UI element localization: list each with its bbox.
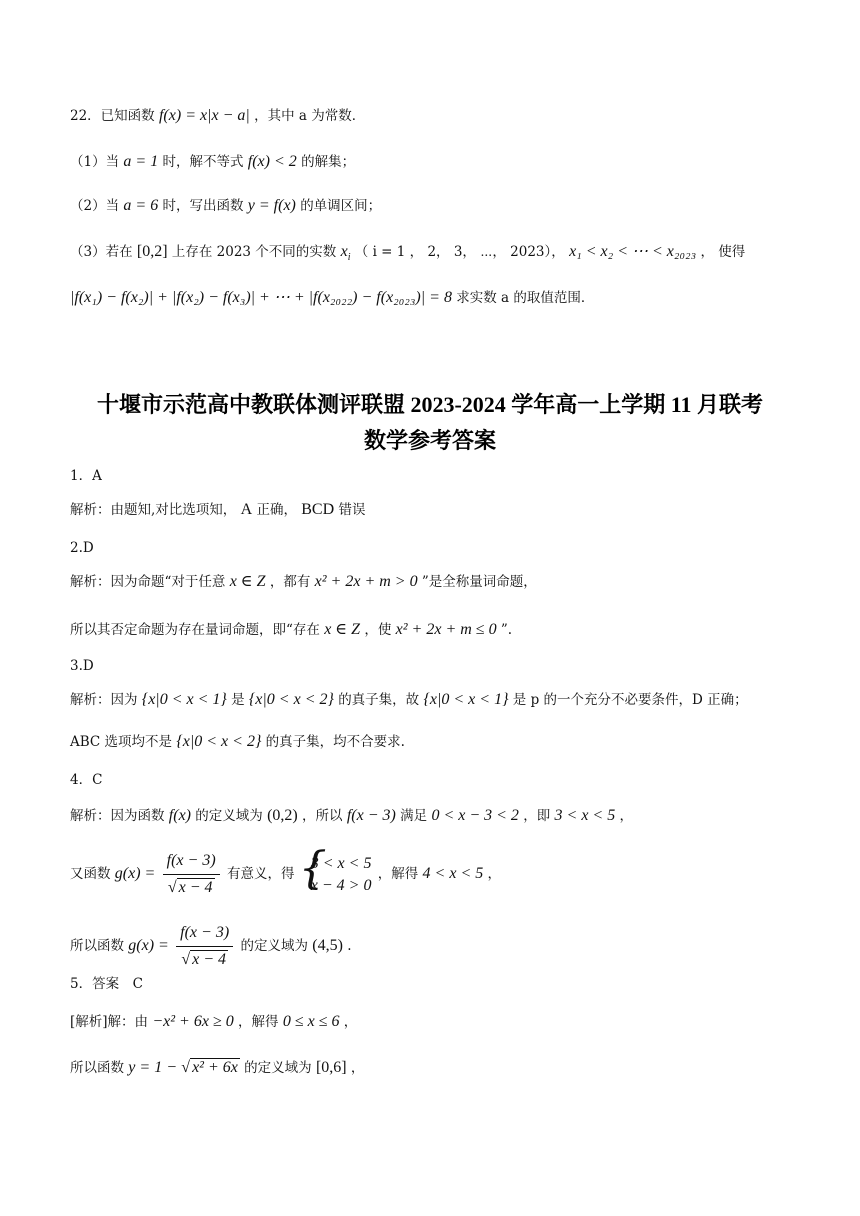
q22-p3-suffix: ， 使得	[700, 244, 746, 260]
a4-l3-sqrt-radicand: x − 4	[192, 951, 226, 968]
page-title: 十堰市示范高中教联体测评联盟 2023-2024 学年高一上学期 11 月联考	[96, 392, 764, 417]
answer-4-explanation-line1	[70, 806, 633, 826]
answer-3-explanation-line2	[70, 732, 405, 752]
a4-l1-cond1: 0 < x − 3 < 2	[431, 807, 519, 824]
a4-l3-domain: (4,5)	[312, 937, 343, 954]
a3-set1: {x|0 < x < 1}	[141, 691, 227, 708]
a3-l1-suffix: 是 p 的一个充分不必要条件，D 正确；	[512, 692, 748, 708]
a4-l3-fraction	[176, 922, 233, 971]
q22-p1-inequality: f(x) < 2	[247, 153, 297, 170]
answer-5-label: 5．答案 C	[70, 976, 143, 992]
a5-l1-suffix: ，	[343, 1014, 358, 1030]
q22-p3-prefix: （3）若在	[70, 244, 133, 260]
q22-p1-condition: a = 1	[123, 153, 159, 170]
q22-p1-mid: 时，解不等式	[162, 154, 244, 170]
q22-p3-variable-subscript: i	[347, 252, 351, 263]
a4-l1-fx: f(x)	[168, 807, 191, 824]
q22-p3-interval: [0,2]	[136, 243, 168, 260]
a3-set2: {x|0 < x < 2}	[248, 691, 334, 708]
a2-l2-math1: x ∈ Z	[324, 621, 361, 638]
q22-part3-line1	[70, 242, 745, 268]
a4-l2-mid2: ，解得	[377, 866, 419, 882]
a4-l2-prefix: 又函数	[70, 866, 111, 882]
a4-l1-fx3: f(x − 3)	[346, 807, 396, 824]
a5-l2-sqrt-radicand: x² + 6x	[192, 1059, 238, 1076]
a3-l1-prefix: 解析：因为	[70, 692, 138, 708]
a3-l2-suffix: 的真子集，均不合要求.	[265, 734, 405, 750]
a1-option-a: A	[240, 501, 253, 518]
a2-l1-suffix: ”是全称量词命题，	[421, 574, 537, 590]
q22-p1-suffix: 的解集；	[301, 154, 356, 170]
answer-5-explanation-line2	[70, 1058, 364, 1078]
q22-p2-mid: 时，写出函数	[162, 198, 244, 214]
a4-l3-prefix: 所以函数	[70, 938, 124, 954]
a1-prefix: 解析：由题知,对比选项知，	[70, 502, 237, 518]
a4-l2-system-row1: { 3 < x < 5	[310, 854, 372, 872]
q22-p3-sum-equation: |f(x₁) − f(x₂)| + |f(x₂) − f(x₃)| + ⋯ + |f(x₂₀₂₂) − f(x₂₀₂₃)| = 8	[70, 289, 452, 306]
q22-stem-prefix: 22．已知函数	[70, 108, 155, 124]
a4-l1-mid2: ，所以	[302, 808, 343, 824]
a4-l1-cond2: 3 < x < 5	[554, 807, 616, 824]
a4-l3-fraction-denominator: √ x − 4	[181, 951, 226, 968]
a4-l2-system	[301, 853, 372, 897]
a4-l1-mid4: ，即	[523, 808, 551, 824]
q22-stem	[70, 106, 365, 126]
a1-mid: 正确，	[256, 502, 297, 518]
q22-p3-variable: x	[340, 243, 348, 260]
a4-l2-result: 4 < x < 5	[422, 865, 484, 882]
answer-4-explanation-line2	[70, 850, 501, 899]
answer-1-explanation	[70, 500, 365, 520]
page-subtitle: 数学参考答案	[363, 428, 496, 453]
a3-l1-is: 是	[231, 692, 245, 708]
q22-function: f(x) = x|x − a|	[158, 107, 250, 124]
a2-l1-prefix: 解析：因为命题“对于任意	[70, 574, 226, 590]
q22-p2-function: y = f(x)	[247, 197, 296, 214]
a4-l1-domain: (0,2)	[267, 807, 298, 824]
a5-l2-func-prefix: y = 1 −	[128, 1059, 177, 1076]
a4-l2-fraction-numerator: f(x − 3)	[163, 850, 220, 875]
answer-4-explanation-line3	[70, 922, 352, 971]
answer-4-label: 4．C	[70, 772, 103, 788]
a5-l1-math1: −x² + 6x ≥ 0	[152, 1013, 234, 1030]
a5-l1-math2: 0 ≤ x ≤ 6	[282, 1013, 340, 1030]
a3-l1-mid: 的真子集，故	[338, 692, 420, 708]
q22-stem-suffix: ，其中 a 为常数．	[254, 108, 366, 124]
a4-l2-fraction	[163, 850, 220, 899]
a1-option-bcd: BCD	[301, 501, 335, 518]
a5-l1-prefix: [解析]解：由	[70, 1014, 149, 1030]
q22-p3-index-range: （ i = 1 ， 2， 3， ⋯， 2023），	[354, 244, 565, 260]
answer-1-label: 1．A	[70, 468, 102, 484]
a2-l2-suffix: ”.	[500, 622, 513, 638]
a3-l2-prefix: ABC 选项均不是	[70, 734, 173, 750]
q22-part3-line2	[70, 288, 594, 308]
a4-l3-fraction-numerator: f(x − 3)	[176, 922, 233, 947]
answer-5-explanation-line1	[70, 1012, 357, 1032]
a4-l3-gx: g(x) =	[128, 937, 169, 954]
q22-p2-condition: a = 6	[123, 197, 159, 214]
a5-l2-mid: 的定义域为	[244, 1060, 312, 1076]
a4-l1-mid3: 满足	[400, 808, 428, 824]
a3-set4: {x|0 < x < 2}	[176, 733, 262, 750]
answer-2-label: 2.D	[70, 540, 94, 556]
q22-p3-ending: 求实数 a 的取值范围．	[456, 290, 595, 306]
a5-l2-prefix: 所以函数	[70, 1060, 124, 1076]
a5-l1-mid: ，解得	[238, 1014, 279, 1030]
a5-l2-domain: [0,6]	[315, 1059, 347, 1076]
a4-l1-suffix: ，	[619, 808, 634, 824]
a4-l1-mid1: 的定义域为	[195, 808, 263, 824]
answer-2-explanation-line2	[70, 620, 512, 640]
a5-l2-suffix: ，	[350, 1060, 365, 1076]
answer-3-explanation-line1	[70, 690, 748, 710]
a2-l1-math2: x² + 2x + m > 0	[314, 573, 418, 590]
a2-l1-mid: ，都有	[269, 574, 311, 590]
q22-part2	[70, 196, 381, 216]
a2-l2-prefix: 所以其否定命题为存在量词命题，即“存在	[70, 622, 320, 638]
a4-l2-gx: g(x) =	[114, 865, 156, 882]
answer-3-label: 3.D	[70, 658, 94, 674]
q22-p3-mid: 上存在 2023 个不同的实数	[171, 244, 337, 260]
a2-l2-mid: ，使	[364, 622, 392, 638]
a4-l2-suffix: ，	[487, 866, 502, 882]
q22-p1-prefix: （1）当	[70, 154, 120, 170]
a1-suffix: 错误	[338, 502, 366, 518]
q22-p3-order: x₁ < x₂ < ⋯ < x₂₀₂₃	[569, 243, 697, 260]
a2-l2-math2: x² + 2x + m ≤ 0	[395, 621, 497, 638]
a4-l2-fraction-denominator: √ x − 4	[167, 879, 213, 896]
a4-l1-prefix: 解析：因为函数	[70, 808, 165, 824]
a4-l2-mid: 有意义，得	[226, 866, 295, 882]
a4-l2-system-row2: x − 4 > 0	[310, 876, 372, 894]
answer-2-explanation-line1	[70, 572, 537, 592]
a5-l2-sqrt: √ x² + 6x	[181, 1059, 238, 1076]
q22-p2-suffix: 的单调区间；	[300, 198, 382, 214]
q22-part1	[70, 152, 355, 172]
a4-l2-sqrt-radicand: x − 4	[178, 879, 213, 896]
a4-l3-suffix: .	[347, 938, 352, 954]
q22-p2-prefix: （2）当	[70, 198, 120, 214]
a2-l1-math1: x ∈ Z	[229, 573, 266, 590]
a3-set3: {x|0 < x < 1}	[423, 691, 509, 708]
a4-l3-mid: 的定义域为	[240, 938, 308, 954]
